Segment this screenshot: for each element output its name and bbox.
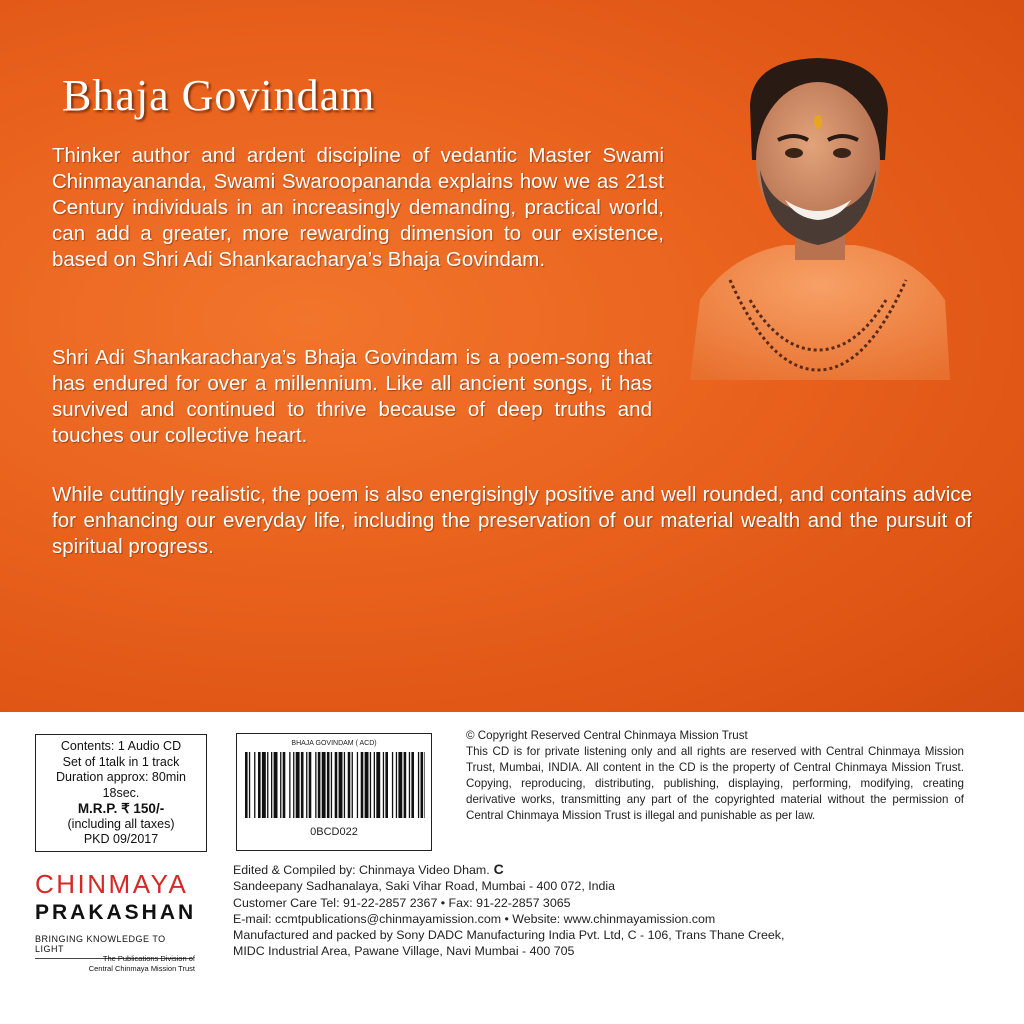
barcode-bar [306, 752, 307, 818]
barcode-bar [339, 752, 343, 818]
barcode-bar [258, 752, 261, 818]
copyright-heading: © Copyright Reserved Central Chinmaya Mission Trust [466, 729, 748, 742]
barcode-bar [404, 752, 407, 818]
manufacturer-line-1: Manufactured and packed by Sony DADC Manufacturing India Pvt. Ltd, C - 106, Trans Thane Creek, [233, 928, 785, 943]
contents-box [35, 734, 207, 852]
taxes-line: (including all taxes) [67, 816, 175, 831]
barcode-bar [361, 752, 364, 818]
barcode-bar [344, 752, 345, 818]
barcode-bar [392, 752, 393, 818]
barcode-bar [370, 752, 371, 818]
copyright-notice [466, 728, 964, 824]
barcode-bar [318, 752, 321, 818]
price-line: M.R.P. ₹ 150/- [77, 801, 165, 816]
publisher-logo-sub: PRAKASHAN [35, 901, 197, 924]
barcode-bar [352, 752, 353, 818]
publisher-details [233, 861, 933, 960]
album-title: Bhaja Govindam [62, 71, 376, 120]
barcode-bar [383, 752, 384, 818]
duration-line: Duration approx: 80min 18sec. [56, 770, 186, 800]
barcode-bar [296, 752, 300, 818]
barcode-bar [398, 752, 402, 818]
barcode-bar [293, 752, 294, 818]
barcode-bar [254, 752, 255, 818]
barcode-bar [289, 752, 290, 818]
publisher-tagline: BRINGING KNOWLEDGE TO LIGHT [35, 934, 193, 959]
description-paragraph-2: Shri Adi Shankaracharya’s Bhaja Govindam is a poem-song that has endured for over a millennium. Like all ancient songs, it has survived and continued to thrive because of deep truths and touches our collective heart. [52, 346, 652, 447]
publisher-logo-name: CHINMAYA [35, 869, 189, 899]
barcode-bar [262, 752, 266, 818]
barcode-bar [249, 752, 250, 818]
barcode-bar [409, 752, 410, 818]
barcode-number: 0BCD022 [310, 826, 358, 838]
contents-line: Contents: 1 Audio CD [60, 739, 182, 753]
barcode-bar [335, 752, 338, 818]
barcode-bar [274, 752, 278, 818]
tracks-line: Set of 1talk in 1 track [62, 754, 180, 769]
barcode-box [236, 733, 432, 851]
barcode-bar [348, 752, 351, 818]
barcode-bar [376, 752, 380, 818]
packed-date: PKD 09/2017 [83, 832, 159, 846]
copyright-body: This CD is for private listening only and all rights are reserved with Central Chinmaya Mission Trust, Mumbai, INDIA. All content in the CD is the property of Central Chinmaya Mission Trust. Copying, reproducing, distributing, publishing, displaying, performing, modifying, creating derivative works, transmitting any part of the copyrighted material without the permission of Central Chinmaya Mission Trust is illegal and punishable as per law. [466, 745, 964, 822]
barcode-label: BHAJA GOVINDAM ( ACD) [291, 740, 377, 747]
barcode-bar [322, 752, 326, 818]
barcode-bar [327, 752, 330, 818]
address-line: Sandeepany Sadhanalaya, Saki Vihar Road, Mumbai - 400 072, India [233, 879, 616, 894]
barcode-bar [411, 752, 414, 818]
barcode-bar [280, 752, 281, 818]
video-dham-c-icon: C [493, 861, 504, 877]
email-line: E-mail: ccmtpublications@chinmayamission.com • Website: www.chinmayamission.com [233, 911, 716, 926]
division-line-1: The Publications Division of [102, 954, 195, 963]
edited-line [233, 861, 933, 878]
back-info-panel [0, 712, 1024, 1024]
barcode-bar [374, 752, 375, 818]
phone-line: Customer Care Tel: 91-22-2857 2367 • Fax: 91-22-2857 3065 [233, 895, 571, 910]
barcode-bar [283, 752, 286, 818]
barcode-bar [309, 752, 312, 818]
barcode-bar [421, 752, 424, 818]
barcode-bar [301, 752, 304, 818]
publisher-division [35, 954, 195, 974]
barcode-bar [267, 752, 268, 818]
division-line-2: Central Chinmaya Mission Trust [88, 964, 195, 973]
barcode-bar [396, 752, 397, 818]
barcode-bar [365, 752, 369, 818]
barcode-bar [315, 752, 316, 818]
description-paragraph-1: Thinker author and ardent discipline of vedantic Master Swami Chinmayananda, Swami Swaroopananda explains how we as 21st Century individuals in an increasingly demanding, practical world, can add a greater, more rewarding dimension to our existence, based on Shri Adi Shankaracharya’s Bhaja Govindam. [52, 144, 664, 271]
edited-text: Edited & Compiled by: Chinmaya Video Dham. [233, 863, 490, 877]
manufacturer-line-2: MIDC Industrial Area, Pawane Village, Navi Mumbai - 400 705 [233, 944, 575, 959]
barcode-bar [424, 752, 425, 818]
description-paragraph-3: While cuttingly realistic, the poem is also energisingly positive and well rounded, and contains advice for enhancing our everyday life, including the preservation of our material wealth and the pursuit of spiritual progress. [52, 483, 972, 558]
barcode-bar [357, 752, 358, 818]
barcode-bar [245, 752, 248, 818]
barcode-bar [331, 752, 332, 818]
barcode-bar [271, 752, 272, 818]
barcode-bar [418, 752, 419, 818]
speaker-portrait [690, 50, 950, 380]
barcode-bar [385, 752, 388, 818]
barcode-bars [245, 752, 425, 818]
